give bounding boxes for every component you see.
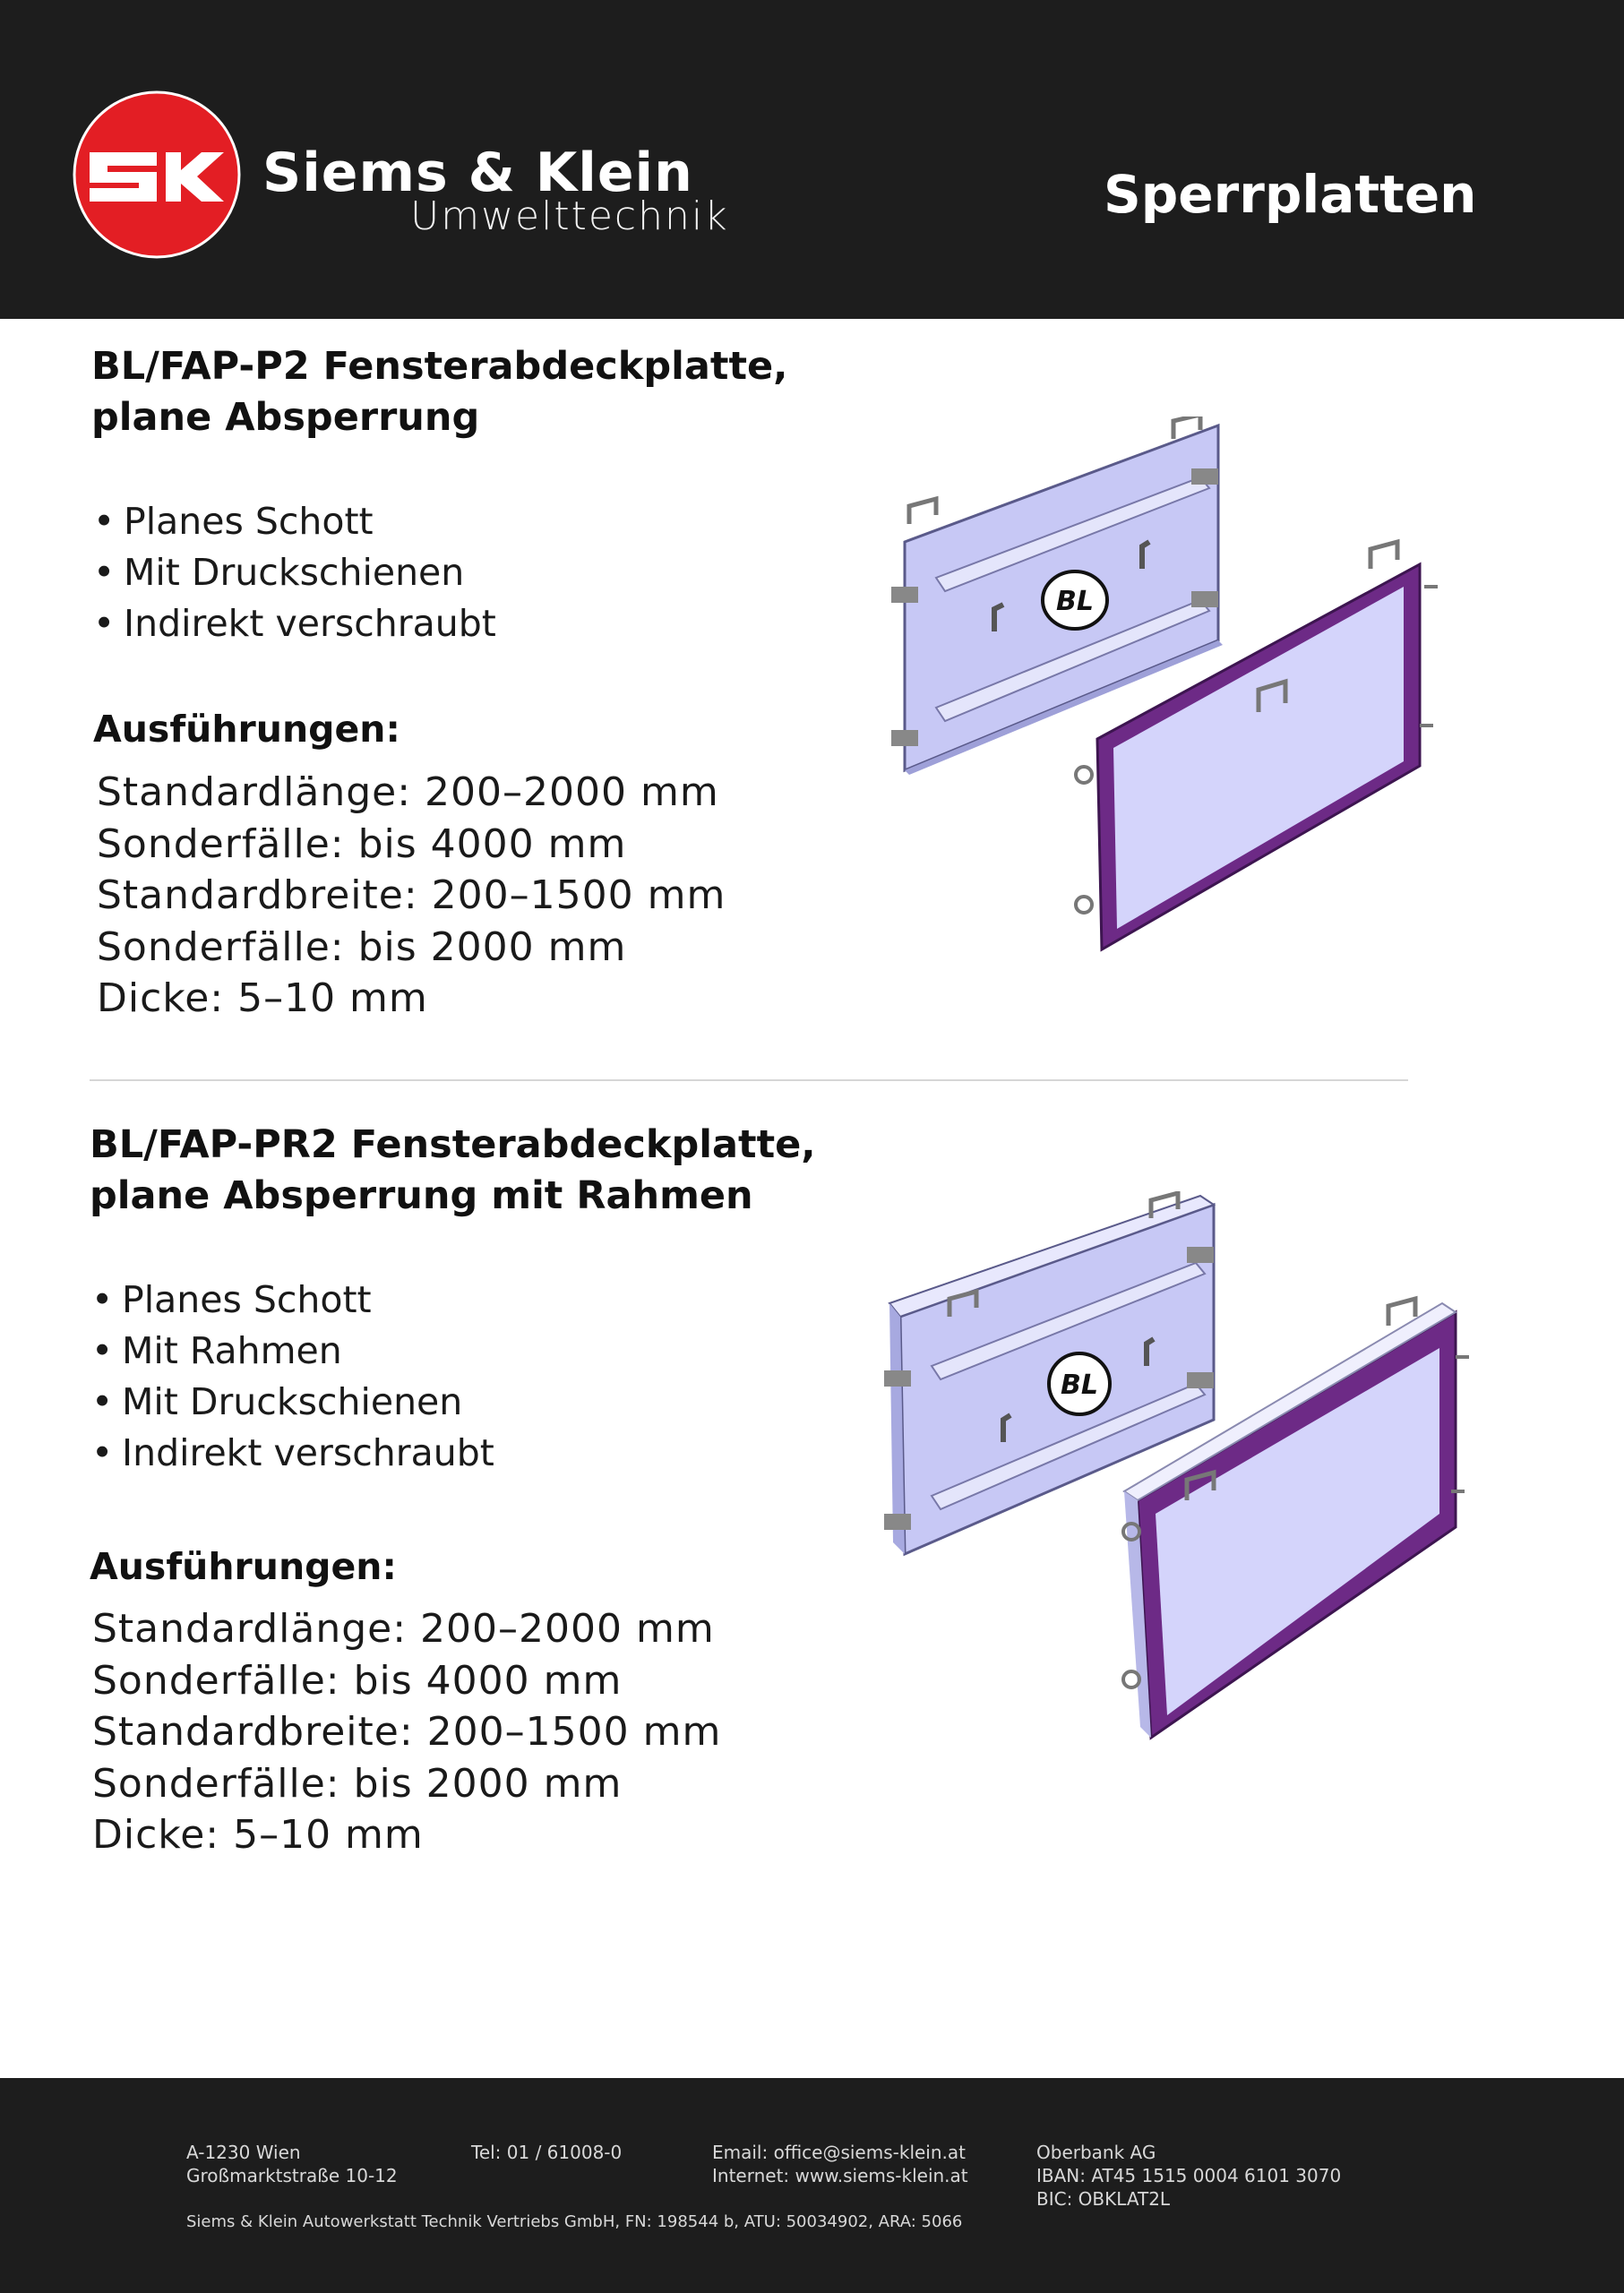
page-header [0, 0, 1624, 319]
feature-item: • Mit Rahmen [91, 1326, 494, 1377]
variants-heading: Ausführungen: [90, 1545, 397, 1588]
feature-list [93, 496, 496, 649]
variants-list [97, 767, 726, 1025]
variant-item: Dicke: 5–10 mm [97, 975, 428, 1021]
footer-contact [712, 2141, 968, 2187]
address-street: Großmarktstraße 10-12 [186, 2165, 398, 2186]
feature-item: • Planes Schott [91, 1275, 494, 1326]
variants-list [92, 1603, 721, 1861]
variant-item: Sonderfälle: bis 2000 mm [92, 1760, 623, 1807]
variant-item: Standardbreite: 200–1500 mm [97, 872, 726, 918]
bank-name: Oberbank AG [1036, 2142, 1156, 2163]
website-link[interactable]: Internet: www.siems-klein.at [712, 2165, 968, 2186]
product-image-fap-p2 [882, 417, 1456, 954]
clamp-icon [884, 1370, 911, 1387]
product-title-line2: plane Absperrung mit Rahmen [90, 1173, 753, 1218]
product-title-line2: plane Absperrung [91, 395, 480, 440]
feature-item: • Planes Schott [93, 496, 496, 547]
clamp-icon [891, 730, 918, 746]
footer-phone [471, 2141, 622, 2164]
page-title: Sperrplatten [1104, 164, 1477, 225]
product-title-line1: BL/FAP-PR2 Fensterabdeckplatte, [90, 1122, 816, 1167]
clamp-icon [891, 587, 918, 603]
clamp-icon [1187, 1247, 1214, 1263]
feature-item: • Mit Druckschienen [93, 547, 496, 598]
variant-item: Sonderfälle: bis 2000 mm [97, 923, 627, 970]
address-city: A-1230 Wien [186, 2142, 301, 2163]
feature-list [91, 1275, 494, 1479]
product-title [91, 341, 788, 443]
email-link[interactable]: Email: office@siems-klein.at [712, 2142, 966, 2163]
page-footer [0, 2078, 1624, 2293]
feature-item: • Indirekt verschraubt [93, 598, 496, 649]
feature-item: • Mit Druckschienen [91, 1377, 494, 1428]
bank-bic: BIC: OBKLAT2L [1036, 2188, 1171, 2210]
legal-info: Siems & Klein Autowerkstatt Technik Vertriebs GmbH, FN: 198544 b, ATU: 50034902, ARA: 5066 [186, 2212, 963, 2231]
feature-item: • Indirekt verschraubt [91, 1428, 494, 1479]
variant-item: Dicke: 5–10 mm [92, 1812, 424, 1858]
clamp-icon [1187, 1372, 1214, 1388]
product-image-fap-pr2 [882, 1191, 1474, 1756]
company-logo [72, 90, 242, 260]
product-title-line1: BL/FAP-P2 Fensterabdeckplatte, [91, 344, 788, 389]
brand-name: Siems & Klein [262, 142, 693, 204]
variant-item: Sonderfälle: bis 4000 mm [97, 820, 627, 867]
section-divider [90, 1079, 1408, 1081]
phone-number: Tel: 01 / 61008-0 [471, 2142, 623, 2163]
brand-subtitle: Umwelttechnik [410, 193, 729, 239]
variant-item: Standardbreite: 200–1500 mm [92, 1709, 722, 1755]
footer-address [186, 2141, 398, 2187]
bl-badge-text: BL [1056, 586, 1094, 617]
product-title [90, 1120, 816, 1222]
clamp-icon [1191, 468, 1218, 485]
clamp-icon [884, 1514, 911, 1530]
variant-item: Standardlänge: 200–2000 mm [97, 769, 719, 815]
footer-bank [1036, 2141, 1341, 2211]
variant-item: Sonderfälle: bis 4000 mm [92, 1657, 623, 1704]
bank-iban: IBAN: AT45 1515 0004 6101 3070 [1036, 2165, 1342, 2186]
bl-badge-text: BL [1061, 1370, 1098, 1401]
variant-item: Standardlänge: 200–2000 mm [92, 1606, 715, 1652]
variants-heading: Ausführungen: [93, 708, 400, 751]
clamp-icon [1191, 591, 1218, 607]
